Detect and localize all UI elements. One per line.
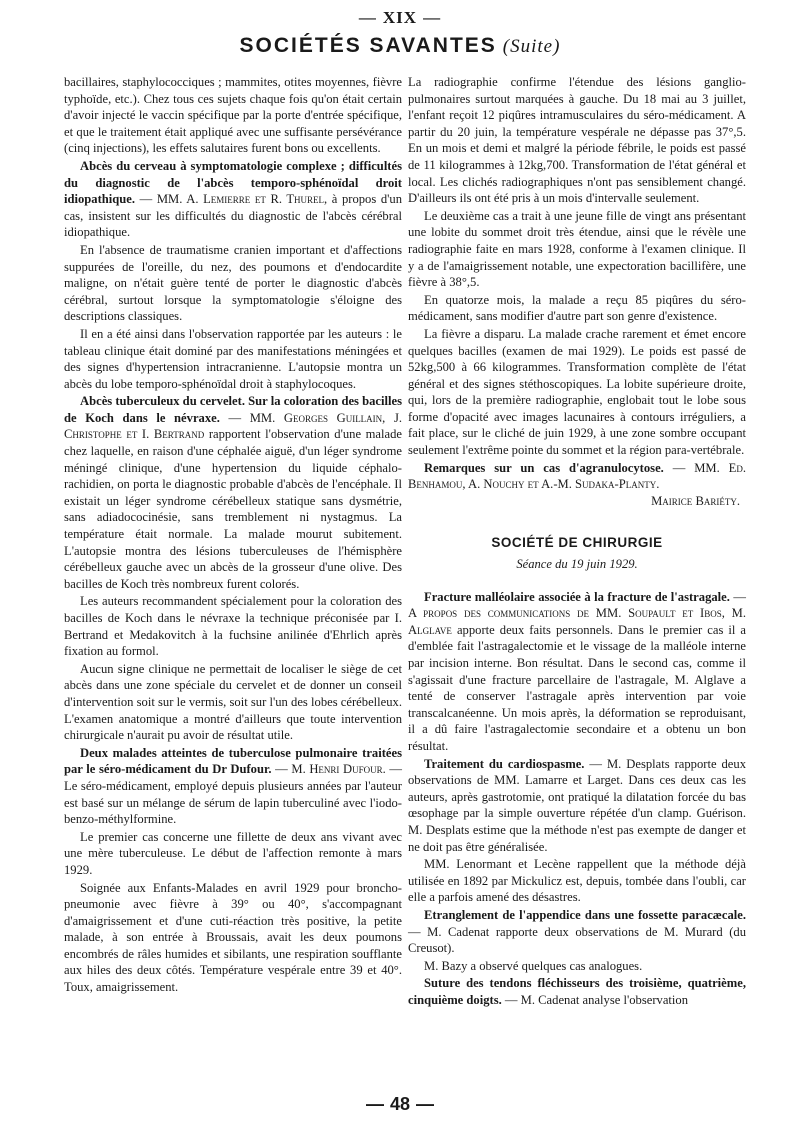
article-text-fracture-b: apporte deux faits personnels. Dans le premier cas il a d'emblée fait l'astragalectomie et le vissage de la malléole interne par incision interne. Bon résultat. Dans le second cas, comme il s'agissait d'une fracture parcellaire de l'astragale, M. Alglave a tenté de conserver l'astragale après intervention par voie transcalcanéenne. Un mois après, la déformation se reproduisant, il a dû faire l'astragalectomie secondaire et a obtenu un bon résultat. (408, 622, 746, 753)
article-title-deux-malades: Deux malades atteintes de tuberculose pulmonaire traitées par le séro-médicament du Dr Dufour. (64, 745, 402, 777)
article-authors-abces-cervelet: — MM. Georges Guillain, J. Christophe et I. Bertrand (64, 410, 402, 442)
right-paragraph-4: La fièvre a disparu. La malade crache rarement et émet encore quelques bacilles (examen de mai 1929). Le poids est passé de 52kg,500 à 66 kilogrammes. Transformation complète de l'état général et des signes stéthoscopiques. La lobite supérieure droite, qui, lors de la première radiographie, englobait tout le lobe sous forme d'opacité avec images lacunaires à contours irréguliers, a fait place, sur le cliché de juin 1929, à une zone sombre occupant seulement l'extrême pointe du sommet et la région para-vertébrale. (408, 326, 746, 458)
page-title-text: SOCIÉTÉS SAVANTES (239, 34, 497, 57)
article-authors-abces-cerveau: — MM. A. Lemierre et R. Thurel, (139, 192, 328, 207)
section-title-chirurgie: SOCIÉTÉ DE CHIRURGIE (491, 535, 663, 551)
right-paragraph-2: Le deuxième cas a trait à une jeune fille de vingt ans présentant une lobite du sommet droit très étendue, ainsi que le révèle une radiographie faite en mars 1928, conforme à l'examen clinique. Il y a de l'amaigrissement notable, une expectoration bacillifère, une fièvre à 38°,5. (408, 208, 746, 290)
article-text-suture: — M. Cadenat analyse l'observation (501, 992, 688, 1007)
right-paragraph-etranglement (408, 907, 746, 957)
article-name-alglave: Alglave (408, 622, 452, 637)
left-column (64, 74, 402, 996)
article-authors-deux-malades: — M. Henri Dufour. (275, 762, 386, 777)
article-text-etranglement: — M. Cadenat rapporte deux observations de M. Murard (du Creusot). (408, 924, 746, 956)
roman-numeral: XIX (382, 8, 418, 27)
article-title-agranulocytose: Remarques sur un cas d'agranulocytose. (424, 460, 664, 475)
left-paragraph-deux-malades (64, 745, 402, 828)
left-paragraph-4: Il en a été ainsi dans l'observation rapportée par les auteurs : le tableau clinique était dominé par des manifestations méningées et des signes d'hypertension intracranienne. L'autopsie montra un abcès du lobe temporo-sphénoïdal droit à staphylocoques. (64, 326, 402, 391)
article-text-fracture-a: — A propos des communications de MM. Soupault et Ibos, M. (408, 589, 746, 621)
page-title (0, 34, 800, 58)
footer-dash-left: — (365, 1094, 384, 1114)
article-title-abces-cerveau: Abcès du cerveau à symptomatologie complexe ; difficultés du diagnostic de l'abcès temporo-sphénoïdal droit idiopathique. (64, 158, 402, 207)
article-title-abces-cervelet: Abcès tuberculeux du cervelet. Sur la coloration des bacilles de Koch dans le névraxe. (64, 394, 402, 425)
right-column (408, 74, 746, 1008)
right-paragraph-3: En quatorze mois, la malade a reçu 85 piqûres du séro-médicament, sans modifier d'autre part son genre d'existence. (408, 292, 746, 324)
footer-dash-right: — (416, 1094, 435, 1114)
article-text-abces-cerveau: à propos d'un cas, insistent sur les difficultés du diagnostic de l'abcès cérébral idiopathique. (64, 192, 402, 240)
article-authors-agranulocytose: — MM. Ed. Benhamou, A. Nouchy et A.-M. Sudaka-Planty. (408, 460, 746, 492)
right-paragraph-lenormant: MM. Lenormant et Lecène rappellent que la méthode déjà utilisée en 1892 par Mickulicz est, depuis, tombée dans l'oubli, car elle a parfois amené des désastres. (408, 857, 746, 905)
left-paragraph-abces-cervelet (64, 393, 402, 592)
article-signature: Mairice Bariéty. (651, 493, 740, 508)
left-paragraph-6: Les auteurs recommandent spécialement pour la coloration des bacilles de Koch dans le névraxe la technique préconisée par I. Bertrand et Medakovitch à la fuchsine anilinée d'Ehrlich après fixation au formol. (64, 594, 402, 659)
article-title-suture: Suture des tendons fléchisseurs des troisième, quatrième, cinquième doigts. (408, 976, 746, 1007)
left-paragraph-9: Le premier cas concerne une fillette de deux ans vivant avec une mère tuberculeuse. Le début de l'affection remonte à mars 1929. (64, 829, 402, 877)
article-text-deux-malades: — Le séro-médicament, employé depuis plusieurs années par l'auteur est basé sur un mélange de sérum de lapin tuberculiné avec l'iodo-benzo-méthylformine. (64, 762, 403, 827)
page-header-roman (0, 8, 800, 28)
article-title-etranglement: Etranglement de l'appendice dans une fossette paracæcale. (424, 907, 746, 922)
article-title-cardiospasme: Traitement du cardiospasme. (424, 756, 585, 771)
article-text-cardiospasme: — M. Desplats rapporte deux observations de MM. Lamarre et Larget. Dans ces deux cas les auteurs, après gastrotomie, ont pratiqué la dilatation forcée du bas œsophage par la simple ouverture répétée d'un clamp. Guérison. M. Desplats estime que la méthode n'est pas exempte de danger et ne doit pas être généralisée. (408, 756, 746, 854)
right-paragraph-1: La radiographie confirme l'étendue des lésions ganglio-pulmonaires surtout marquées à gauche. Du 18 mai au 3 juillet, l'enfant reçoit 12 piqûres intramusculaires du séro-médicament. A partir du 20 juin, la température vespérale ne dépasse pas 37°,5. En un mois et demi et malgré la période fébrile, le poids est passé de 11 kilogrammes à 12kg,700. Transformation de l'état général et local. Les clichés radiographiques n'ont pas sensiblement changé. D'ailleurs ils ont été pris à un mois d'intervalle seulement. (408, 75, 746, 206)
page-number-value: 48 (389, 1094, 411, 1114)
page-title-suffix: (Suite) (502, 36, 561, 57)
page-number (0, 1094, 800, 1115)
section-date: Séance du 19 juin 1929. (516, 557, 638, 572)
right-paragraph-suture (408, 975, 746, 1008)
left-paragraph-3: En l'absence de traumatisme cranien important et d'affections suppurées de l'oreille, du nez, des poumons et d'endocardite maligne, on n'était guère tenté de porter le diagnostic d'abcès cérébral, surtout lorsque la symptomatologie s'éloigne des descriptions classiques. (64, 242, 402, 324)
left-paragraph-7: Aucun signe clinique ne permettait de localiser le siège de cet abcès dans une zone spéciale du cervelet et de donner un conseil d'intervention soit sur le vermis, soit sur l'un des lobes cérébelleux. L'examen anatomique a montré d'ailleurs que toute intervention chirurgicale n'aurait pu avoir de résultat utile. (64, 661, 402, 743)
left-paragraph-10: Soignée aux Enfants-Malades en avril 1929 pour broncho-pneumonie avec fièvre à 39° ou 40°, s'accompagnant d'amaigrissement et d'une cuti-réaction très positive, la petite malade, à son entrée à Broussais, avait les deux poumons encombrés de râles humides et sibilants, une respiration soufflante aux hiles des deux côtés. Température vespérale entre 39 et 40°. Toux, amaigrissement. (64, 880, 402, 995)
right-paragraph-cardiospasme (408, 756, 746, 856)
header-dash-left: — (358, 8, 377, 27)
article-text-abces-cervelet: rapportent l'observation d'une malade chez laquelle, en raison d'une céphalée aiguë, d'un léger syndrome méningé clinique, d'une hypertension du liquide céphalo-rachidien, on porta le diagnostic probable d'abcès de l'encéphale. Il existait un léger syndrome cérébelleux statique sans dysmétrie, sans adiadococinésie, sans tremblement ni nystagmus. La température était normale. La malade mourut subitement. L'autopsie montra des lésions tuberculeuses de l'hémisphère cérébelleux gauche avec un abcès de la grosseur d'une olive. Des bacilles de Koch très nombreux furent colorés. (64, 427, 403, 591)
left-paragraph-abces-cerveau (64, 158, 402, 241)
right-paragraph-bazy: M. Bazy a observé quelques cas analogues. (424, 958, 643, 973)
left-paragraph-1: bacillaires, staphylococciques ; mammites, otites moyennes, fièvre typhoïde, etc.). Chez tous ces sujets chaque fois qu'on était certain d'avoir injecté le vaccin spécifique par la porte d'entrée spécifique, et que le traitement était appliqué avec une suffisante persévérance (cinq injections), les effets salutaires furent bons ou excellents. (64, 75, 402, 156)
right-paragraph-fracture (408, 589, 746, 755)
header-dash-right: — (423, 8, 442, 27)
article-title-fracture: Fracture malléolaire associée à la fracture de l'astragale. (424, 589, 730, 604)
right-paragraph-agranulocytose (408, 460, 746, 493)
